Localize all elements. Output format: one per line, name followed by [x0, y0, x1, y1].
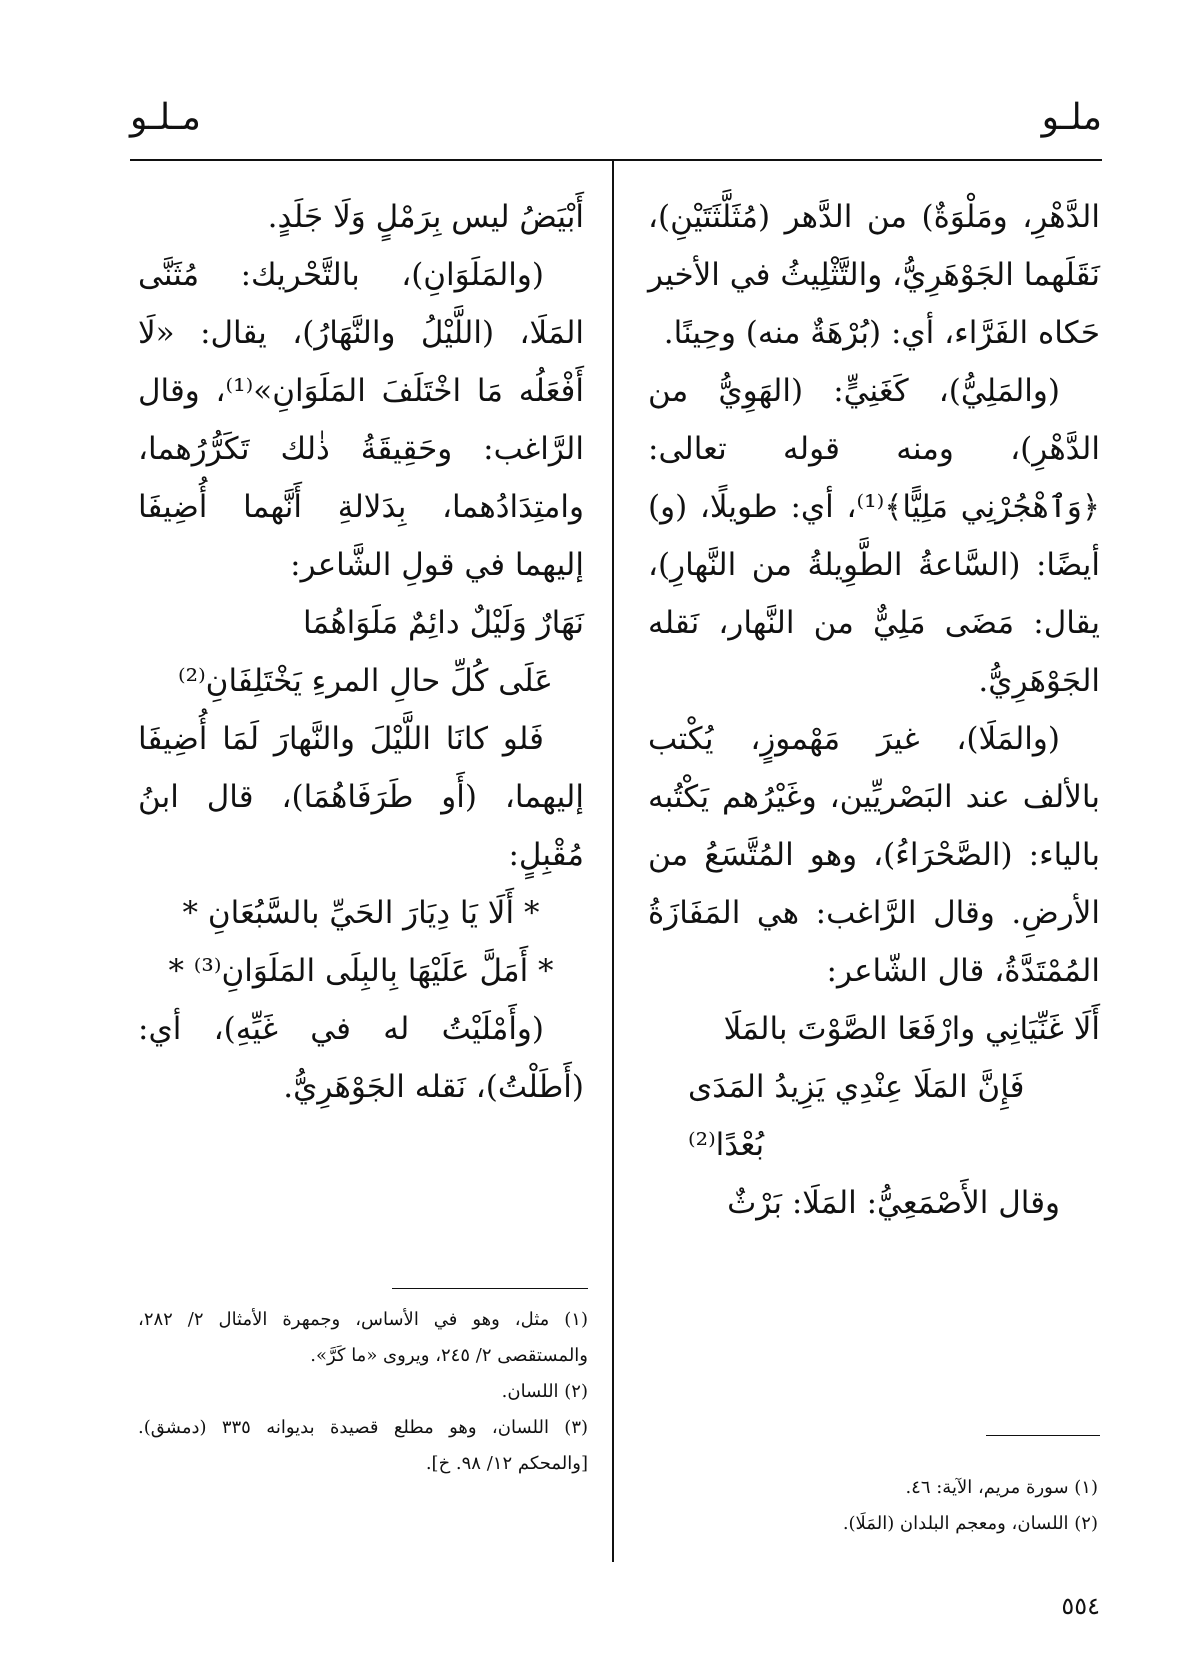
running-head-right: ملـو: [1041, 97, 1102, 138]
left-line-1: أَبْيَضُ ليس بِرَمْلٍ وَلَا جَلَدٍ.: [267, 199, 584, 235]
column-divider: [612, 160, 614, 1562]
footnote-rule-left: [392, 1288, 588, 1289]
running-header: [130, 94, 1102, 142]
header-rule: [130, 159, 1102, 161]
left-paragraph-3: (وأَمْلَيْتُ له في غَيِّهِ)، أي: (أَطَلْتُ)، نَقله الجَوْهَرِيُّ.: [138, 1011, 584, 1105]
right-closing-line: وقال الأَصْمَعِيُّ: المَلَا: بَرْثٌ: [727, 1185, 1060, 1221]
running-head-left: مـلـو: [130, 97, 201, 138]
right-paragraph-3: (والمَلَا)، غيرَ مَهْموزٍ، يُكْتب بالألف عند البَصْريِّين، وغَيْرُهم يَكْتُبه بالياء: (الصَّحْرَاءُ)، وهو المُتَّسَعُ من الأرضِ. وقال الرَّاغب: هي المَفَازَةُ المُمْتَدَّةُ، قال الشّاعر:: [648, 721, 1100, 989]
left-verse-2-line-2: * أَمَلَّ عَلَيْهَا بِالبِلَى المَلَوَانِ⁽³⁾ *: [168, 953, 554, 989]
footnote-left-1: (١) مثل، وهو في الأساس، وجمهرة الأمثال ٢/ ٢٨٢، والمستقصى ٢/ ٢٤٥، ويروى «ما كَرَّ».: [138, 1309, 588, 1366]
footnote-right-2: (٢) اللسان، ومعجم البلدان (المَلَا).: [842, 1513, 1098, 1534]
page-number: ٥٥٤: [1061, 1592, 1100, 1620]
left-paragraph-1: (والمَلَوَانِ)، بالتَّحْريك: مُثَنَّى المَلَا، (اللَّيْلُ والنَّهَارُ)، يقال: «لَا أَفْعَلُه مَا اخْتَلَفَ المَلَوَانِ»⁽¹⁾، وقال الرَّاغب: وحَقِيقَةُ ذٰلك تَكَرُّرُهما، وامتِدَادُهما، بِدَلالةِ أَنَّهما أُضِيفَا إليهما في قولِ الشَّاعر:: [138, 257, 584, 583]
right-paragraph-2: (والمَلِيُّ)، كَغَنِيٍّ: (الهَوِيُّ من الدَّهْرِ)، ومنه قوله تعالى: ﴿وَٱهْجُرْنِي مَلِيًّا﴾⁽¹⁾، أي: طويلًا، (و) أيضًا: (السَّاعةُ الطَّوِيلةُ من النَّهارِ)، يقال: مَضَى مَلِيٌّ من النَّهار، نَقله الجَوْهَرِيُّ.: [648, 373, 1100, 699]
left-verse-1-hemistich-2: عَلَى كُلِّ حالِ المرءِ يَخْتَلِفَانِ⁽²⁾: [178, 663, 553, 699]
left-column: [138, 188, 584, 1116]
footnote-right-1: (١) سورة مريم، الآية: ٤٦.: [905, 1477, 1098, 1498]
right-paragraph-1: الدَّهْرِ، ومَلْوَةٌ) من الدَّهر (مُثَلَّثَتَيْنِ)، نَقَلَهما الجَوْهَرِيُّ، والتَّثْلِيثُ في الأخير حَكاه الفَرَّاء، أي: (بُرْهَةٌ منه) وحِينًا.: [648, 199, 1100, 351]
right-verse-hemistich-2: فَإِنَّ المَلَا عِنْدِي يَزِيدُ المَدَى بُعْدًا⁽²⁾: [688, 1069, 1025, 1163]
footnote-left-3: (٣) اللسان، وهو مطلع قصيدة بديوانه ٣٣٥ (دمشق). [والمحكم ١٢/ ٩٨. خ].: [138, 1417, 589, 1474]
footnotes-right: [660, 1470, 1098, 1542]
footnote-rule-right: [986, 1435, 1100, 1436]
left-verse-2-line-1: * أَلَا يَا دِيَارَ الحَيِّ بالسَّبُعَانِ *: [182, 895, 540, 931]
right-column: [648, 188, 1100, 1232]
right-verse-hemistich-1: أَلَا غَنِّيَانِي وارْفَعَا الصَّوْتَ بالمَلَا: [723, 1011, 1100, 1047]
left-paragraph-2: فَلو كانَا اللَّيْلَ والنَّهارَ لَمَا أُضِيفَا إليهما، (أَو طَرَفَاهُمَا)، قال ابنُ مُقْبِلٍ:: [138, 721, 584, 873]
footnotes-left: [138, 1302, 588, 1482]
left-verse-1-hemistich-1: نَهَارٌ وَلَيْلٌ دائِمٌ مَلَوَاهُمَا: [302, 605, 584, 641]
footnote-left-2: (٢) اللسان.: [501, 1381, 588, 1402]
